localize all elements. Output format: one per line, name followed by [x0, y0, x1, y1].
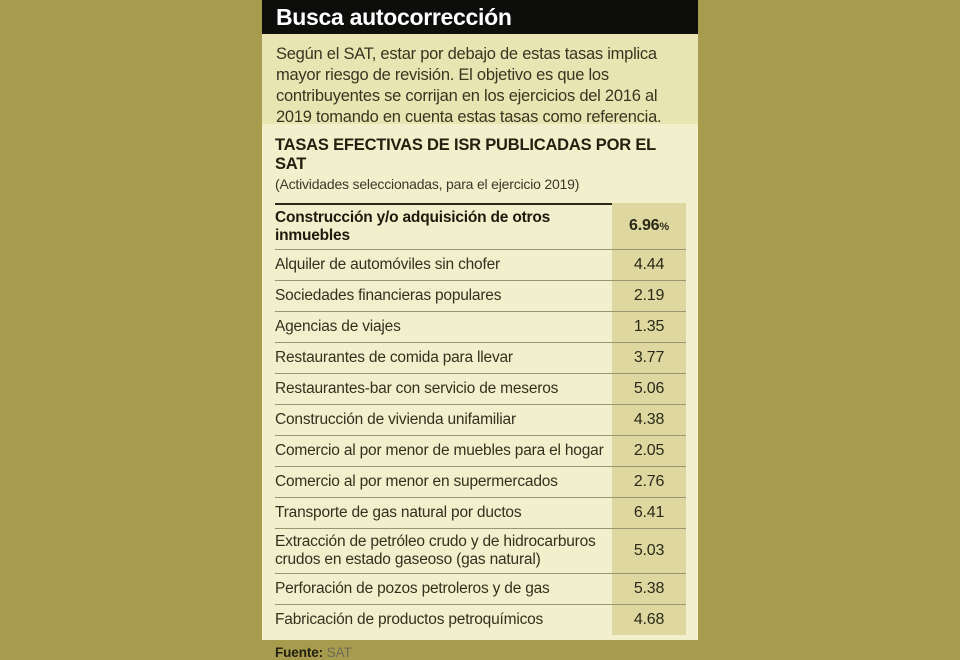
table-row [275, 529, 686, 574]
activity-label: Perforación de pozos petroleros y de gas [275, 580, 550, 597]
rate-value: 5.38 [633, 580, 665, 597]
rate-value: 4.44 [633, 256, 665, 273]
source-value: SAT [326, 645, 352, 660]
rate-value: 1.35 [633, 318, 665, 335]
rate-value: 5.06 [633, 380, 665, 397]
rate-value: 4.68 [633, 611, 665, 628]
activity-label: Alquiler de automóviles sin chofer [275, 256, 500, 273]
table-row [275, 605, 686, 635]
rates-table [275, 203, 686, 635]
activity-label: Transporte de gas natural por ductos [275, 504, 522, 521]
table-row [275, 574, 686, 605]
table-row [275, 343, 686, 374]
rate-cell [612, 467, 686, 497]
table-title: TASAS EFECTIVAS DE ISR PUBLICADAS POR EL SAT [275, 136, 656, 173]
rate-cell [612, 529, 686, 573]
rate-cell [612, 405, 686, 435]
rate-cell [612, 374, 686, 404]
activity-label: Comercio al por menor de muebles para el hogar [275, 442, 604, 459]
rate-cell [612, 605, 686, 635]
rate-value: 2.19 [633, 287, 665, 304]
table-subtitle: (Actividades seleccionadas, para el ejercicio 2019) [275, 176, 580, 192]
activity-label: Comercio al por menor en supermercados [275, 473, 558, 490]
intro-block [262, 34, 698, 124]
activity-label: Agencias de viajes [275, 318, 401, 335]
activity-label: Construcción de vivienda unifamiliar [275, 411, 516, 428]
table-row [275, 250, 686, 281]
rate-cell [612, 574, 686, 604]
source-label: Fuente: [275, 645, 324, 660]
infographic-panel [262, 0, 698, 660]
table-row [275, 203, 686, 250]
table-row [275, 467, 686, 498]
table-row [275, 436, 686, 467]
activity-label: Restaurantes de comida para llevar [275, 349, 513, 366]
activity-label: Construcción y/o adquisición de otros inmuebles [275, 203, 612, 249]
activity-label: Sociedades financieras populares [275, 287, 502, 304]
rate-cell [612, 436, 686, 466]
table-row [275, 498, 686, 529]
rate-value: 4.38 [633, 411, 665, 428]
rate-value: 6.96 [629, 217, 660, 234]
table-row [275, 374, 686, 405]
rate-cell [612, 281, 686, 311]
rate-value: 3.77 [633, 349, 665, 366]
rate-cell [612, 498, 686, 528]
rate-unit: % [659, 221, 669, 233]
rate-cell [612, 203, 686, 249]
rate-value: 2.76 [633, 473, 665, 490]
activity-label: Fabricación de productos petroquímicos [275, 611, 544, 628]
rate-cell [612, 250, 686, 280]
rate-cell [612, 343, 686, 373]
activity-label: Extracción de petróleo crudo y de hidrocarburos crudos en estado gaseoso (gas natural) [275, 533, 596, 568]
source-note [275, 645, 686, 660]
title-bar [262, 0, 698, 34]
intro-text: Según el SAT, estar por debajo de estas tasas implica mayor riesgo de revisión. El objetivo es que los contribuyentes se corrijan en los ejercicios del 2016 al 2019 tomando en cuenta estas tasas como referencia. [276, 45, 662, 126]
table-row [275, 312, 686, 343]
table-section [262, 124, 698, 660]
table-row [275, 405, 686, 436]
table-row [275, 281, 686, 312]
rate-value: 2.05 [633, 442, 665, 459]
rate-value: 6.41 [633, 504, 665, 521]
activity-label: Restaurantes-bar con servicio de meseros [275, 380, 559, 397]
rate-value: 5.03 [633, 542, 665, 559]
rate-cell [612, 312, 686, 342]
page-title: Busca autocorrección [276, 3, 512, 30]
